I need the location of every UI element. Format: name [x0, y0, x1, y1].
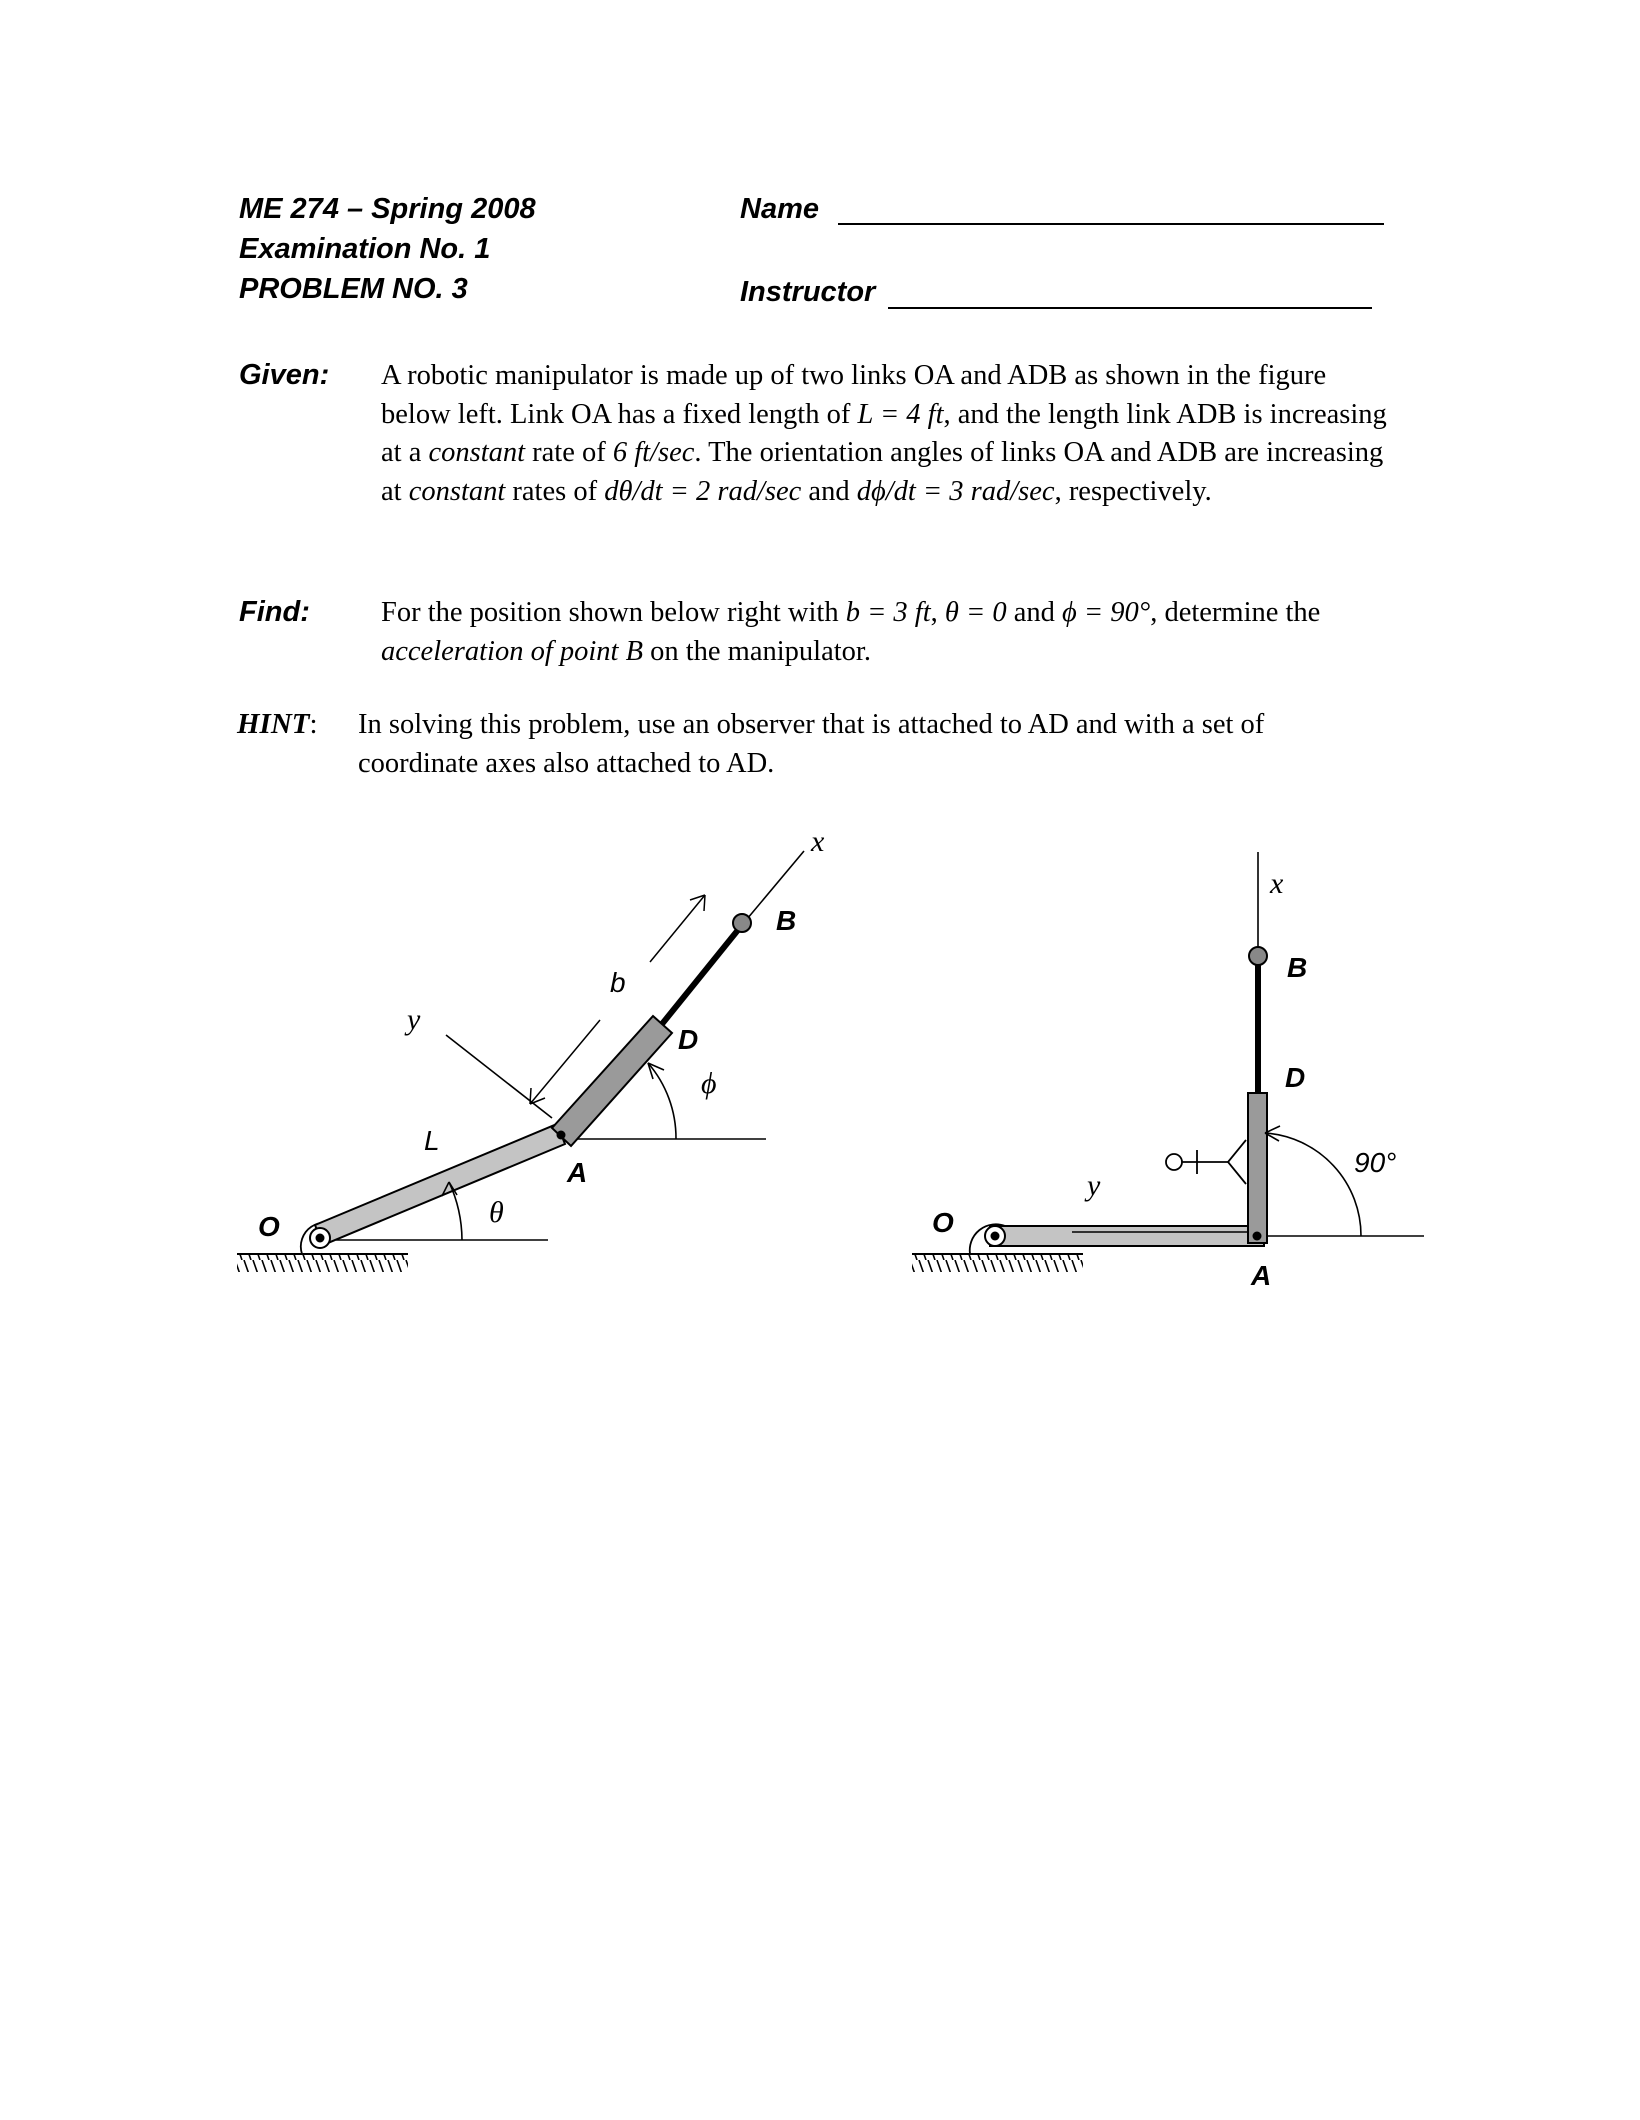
observer-icon: [1166, 1140, 1246, 1184]
hint-text: In solving this problem, use an observer that is attached to AD and with a set of coordinate axes also attached to AD.: [358, 709, 1265, 779]
given-text: A robotic manipulator is made up of two links OA and ADB as shown in the figure below left. Link OA has a fixed length of L = 4 ft, and the length link ADB is increasing at a constant rate of 6 ft/sec. The orientation angles of links OA and ADB are increasing at constant rates of dθ/dt = 2 rad/sec and dϕ/dt = 3 rad/sec, respectively.: [381, 360, 1387, 507]
left-figure: [237, 825, 825, 1272]
left-label-a: A: [567, 1157, 588, 1188]
problem-title: PROBLEM NO. 3: [239, 273, 468, 305]
link-ad: [552, 1016, 672, 1146]
right-pin-b: [1249, 947, 1267, 965]
right-link-ad: [1248, 1093, 1267, 1243]
left-label-b-dim: b: [610, 967, 626, 998]
left-label-l: L: [424, 1125, 440, 1156]
right-label-a: A: [1251, 1260, 1272, 1291]
left-label-theta: θ: [489, 1196, 504, 1229]
right-label-d: D: [1285, 1062, 1306, 1093]
left-label-d: D: [678, 1024, 699, 1055]
right-label-b: B: [1287, 952, 1308, 983]
left-pin-a: [557, 1131, 566, 1140]
hint-label: HINT:: [237, 708, 318, 740]
rod-db: [662, 925, 742, 1024]
right-pin-o-center: [991, 1232, 1000, 1241]
left-label-x: x: [811, 825, 825, 858]
find-label: Find:: [239, 596, 310, 628]
right-label-x: x: [1270, 867, 1284, 900]
left-label-phi: ϕ: [701, 1067, 717, 1100]
right-figure: [912, 852, 1424, 1291]
course-title: ME 274 – Spring 2008: [239, 193, 536, 225]
left-pin-b: [733, 914, 751, 932]
left-label-b: B: [776, 905, 797, 936]
instructor-label: Instructor: [740, 276, 876, 308]
given-label: Given:: [239, 359, 330, 391]
left-y-axis: [446, 1035, 552, 1118]
left-label-y: y: [407, 1003, 421, 1036]
name-label: Name: [740, 193, 819, 225]
right-angle-arc: [1265, 1133, 1361, 1236]
right-label-o: O: [932, 1207, 954, 1238]
left-pin-o-center: [316, 1234, 325, 1243]
find-text: For the position shown below right with b = 3 ft, θ = 0 and ϕ = 90°, determine the acceleration of point B on the manipulator.: [381, 597, 1321, 667]
right-label-y: y: [1087, 1169, 1101, 1202]
exam-title: Examination No. 1: [239, 233, 491, 265]
right-label-angle: 90°: [1354, 1147, 1397, 1178]
left-label-o: O: [258, 1211, 280, 1242]
right-pin-a: [1253, 1232, 1262, 1241]
right-link-oa: [990, 1226, 1264, 1246]
link-oa: [315, 1124, 565, 1245]
